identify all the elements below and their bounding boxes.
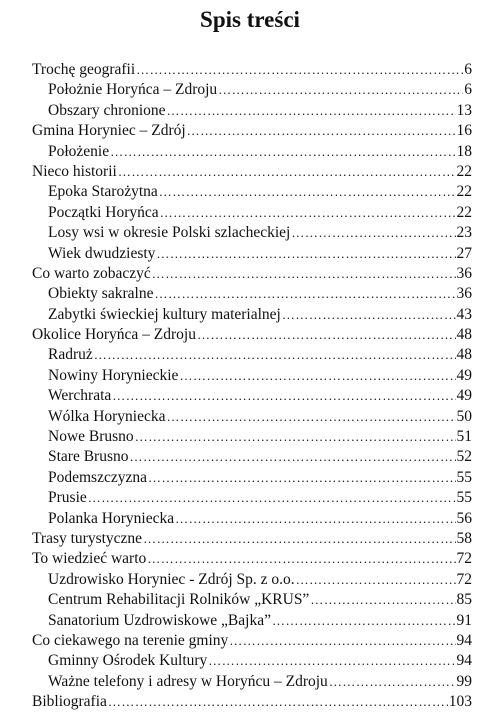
toc-subentry bbox=[32, 244, 472, 264]
toc-page-number: 6 bbox=[464, 61, 472, 78]
toc-page-number: 43 bbox=[456, 305, 472, 323]
toc-entry-label: Trasy turystyczne bbox=[32, 529, 143, 547]
dot-leader bbox=[187, 121, 456, 141]
toc-subentry bbox=[32, 468, 472, 488]
toc-subentry bbox=[32, 427, 472, 447]
toc-page-number: 49 bbox=[456, 387, 472, 405]
toc-entry bbox=[32, 631, 472, 651]
toc-subentry bbox=[32, 447, 472, 467]
toc-entry-label: Nieco historii bbox=[32, 162, 117, 180]
toc-entry-label: Obiekty sakralne bbox=[48, 285, 154, 303]
dot-leader bbox=[282, 305, 456, 325]
dot-leader bbox=[156, 244, 455, 264]
toc-entry bbox=[32, 162, 472, 182]
toc-page-number: 72 bbox=[456, 570, 472, 588]
toc-subentry bbox=[32, 407, 472, 427]
toc-page-number: 48 bbox=[456, 346, 472, 364]
toc-subentry bbox=[32, 509, 472, 529]
dot-leader bbox=[159, 182, 456, 202]
toc-page-number: 55 bbox=[456, 468, 472, 486]
dot-leader bbox=[154, 284, 455, 304]
toc-page-number: 48 bbox=[456, 326, 472, 344]
toc-page-number: 94 bbox=[456, 631, 472, 649]
dot-leader bbox=[272, 611, 456, 631]
toc-subentry bbox=[32, 672, 472, 692]
toc-page-number: 36 bbox=[456, 285, 472, 303]
toc-subentry bbox=[32, 386, 472, 406]
toc-entry-label: Nowe Brusno bbox=[48, 428, 134, 446]
toc-page-number: 52 bbox=[456, 448, 472, 466]
dot-leader bbox=[296, 570, 456, 590]
toc-entry-label: Obszary chronione bbox=[48, 101, 166, 119]
dot-leader bbox=[167, 101, 456, 121]
table-of-contents bbox=[32, 60, 472, 713]
dot-leader bbox=[88, 488, 456, 508]
dot-leader bbox=[110, 142, 455, 162]
toc-page-number: 94 bbox=[456, 652, 472, 670]
toc-page-number: 6 bbox=[464, 81, 472, 99]
toc-entry-label: Gmina Horyniec – Zdrój bbox=[32, 122, 186, 140]
toc-page-number: 51 bbox=[456, 428, 472, 446]
toc-subentry bbox=[32, 488, 472, 508]
toc-subentry bbox=[32, 651, 472, 671]
dot-leader bbox=[208, 651, 455, 671]
toc-entry bbox=[32, 264, 472, 284]
dot-leader bbox=[118, 162, 456, 182]
dot-leader bbox=[148, 468, 456, 488]
toc-entry-label: Prusie bbox=[48, 489, 87, 507]
toc-entry-label: Zabytki świeckiej kultury materialnej bbox=[48, 305, 281, 323]
dot-leader bbox=[175, 509, 455, 529]
toc-subentry bbox=[32, 305, 472, 325]
toc-page-number: 22 bbox=[456, 162, 472, 180]
toc-entry-label: Co warto zobaczyć bbox=[32, 264, 151, 282]
toc-entry-label: Położnie Horyńca – Zdroju bbox=[48, 81, 218, 99]
toc-entry-label: Okolice Horyńca – Zdroju bbox=[32, 326, 196, 344]
toc-entry-label: Wiek dwudziesty bbox=[48, 244, 156, 262]
toc-entry-label: Polanka Horyniecka bbox=[48, 509, 175, 527]
dot-leader bbox=[136, 60, 463, 80]
dot-leader bbox=[310, 590, 455, 610]
toc-entry-label: Bibliografia bbox=[32, 693, 107, 711]
toc-page-number: 72 bbox=[456, 550, 472, 568]
toc-page-number: 23 bbox=[456, 224, 472, 242]
toc-subentry bbox=[32, 611, 472, 631]
dot-leader bbox=[229, 631, 455, 651]
dot-leader bbox=[135, 427, 456, 447]
toc-page-number: 49 bbox=[456, 366, 472, 384]
toc-entry-label: Stare Brusno bbox=[48, 448, 129, 466]
toc-page-number: 103 bbox=[448, 693, 472, 711]
toc-entry bbox=[32, 692, 472, 712]
toc-page-number: 22 bbox=[456, 203, 472, 221]
toc-entry bbox=[32, 549, 472, 569]
toc-page-number: 22 bbox=[456, 183, 472, 201]
toc-subentry bbox=[32, 142, 472, 162]
toc-entry bbox=[32, 529, 472, 549]
toc-entry-label: Radruż bbox=[48, 346, 93, 364]
toc-subentry bbox=[32, 590, 472, 610]
toc-page-number: 50 bbox=[456, 407, 472, 425]
toc-entry-label: Podemszczyzna bbox=[48, 468, 147, 486]
toc-entry-label: Centrum Rehabilitacji Rolników „KRUS” bbox=[48, 591, 310, 609]
toc-subentry bbox=[32, 284, 472, 304]
toc-entry bbox=[32, 60, 472, 80]
toc-page-number: 16 bbox=[456, 122, 472, 140]
dot-leader bbox=[130, 447, 456, 467]
toc-entry-label: Początki Horyńca bbox=[48, 203, 159, 221]
dot-leader bbox=[329, 672, 456, 692]
toc-page-number: 18 bbox=[456, 142, 472, 160]
toc-entry bbox=[32, 325, 472, 345]
toc-page-number: 55 bbox=[456, 489, 472, 507]
toc-page-number: 27 bbox=[456, 244, 472, 262]
toc-subentry bbox=[32, 345, 472, 365]
toc-entry-label: Położenie bbox=[48, 142, 110, 160]
toc-entry-label: Sanatorium Uzdrowiskowe „Bajka” bbox=[48, 611, 271, 629]
toc-entry-label: Gminny Ośrodek Kultury bbox=[48, 652, 208, 670]
page-title: Spis treści bbox=[200, 7, 300, 32]
dot-leader bbox=[152, 264, 456, 284]
toc-subentry bbox=[32, 366, 472, 386]
toc-entry-label: Trochę geografii bbox=[32, 61, 136, 78]
toc-subentry bbox=[32, 80, 472, 100]
toc-page-number: 99 bbox=[456, 672, 472, 690]
toc-entry-label: Epoka Starożytna bbox=[48, 183, 158, 201]
toc-page-number: 85 bbox=[456, 591, 472, 609]
dot-leader bbox=[291, 223, 455, 243]
toc-subentry bbox=[32, 223, 472, 243]
toc-page-number: 56 bbox=[456, 509, 472, 527]
toc-subentry bbox=[32, 101, 472, 121]
toc-entry-label: Co ciekawego na terenie gminy bbox=[32, 631, 229, 649]
toc-page-number: 36 bbox=[456, 264, 472, 282]
toc-entry-label: Wólka Horyniecka bbox=[48, 407, 166, 425]
toc-page-number: 13 bbox=[456, 101, 472, 119]
toc-entry-label: To wiedzieć warto bbox=[32, 550, 147, 568]
toc-page-number: 91 bbox=[456, 611, 472, 629]
toc-subentry bbox=[32, 203, 472, 223]
dot-leader bbox=[108, 692, 448, 712]
dot-leader bbox=[167, 407, 456, 427]
dot-leader bbox=[94, 345, 456, 365]
toc-entry-label: Nowiny Horynieckie bbox=[48, 366, 179, 384]
dot-leader bbox=[179, 366, 455, 386]
dot-leader bbox=[218, 80, 463, 100]
toc-subentry bbox=[32, 570, 472, 590]
dot-leader bbox=[112, 386, 455, 406]
dot-leader bbox=[147, 549, 455, 569]
toc-entry-label: Ważne telefony i adresy w Horyńcu – Zdroju bbox=[48, 672, 328, 690]
toc-page-number: 58 bbox=[456, 529, 472, 547]
toc-subentry bbox=[32, 182, 472, 202]
dot-leader bbox=[160, 203, 456, 223]
dot-leader bbox=[143, 529, 455, 549]
toc-entry-label: Werchrata bbox=[48, 387, 112, 405]
toc-entry bbox=[32, 121, 472, 141]
dot-leader bbox=[197, 325, 456, 345]
toc-entry-label: Losy wsi w okresie Polski szlacheckiej bbox=[48, 224, 291, 242]
toc-entry-label: Uzdrowisko Horyniec - Zdrój Sp. z o.o. bbox=[48, 570, 295, 588]
